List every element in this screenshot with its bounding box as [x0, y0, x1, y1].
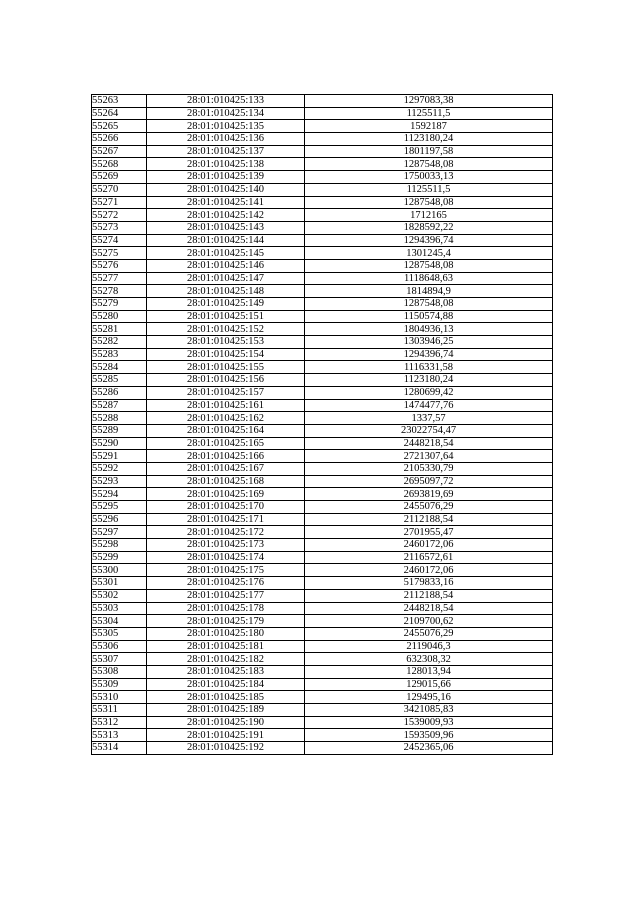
row-number-cell: 55265 [92, 120, 147, 133]
cadastral-value-cell: 2452365,06 [305, 742, 553, 755]
cadastral-number-cell: 28:01:010425:152 [147, 323, 305, 336]
row-number-cell: 55283 [92, 348, 147, 361]
cadastral-value-cell: 1294396,74 [305, 348, 553, 361]
cadastral-number-cell: 28:01:010425:156 [147, 374, 305, 387]
table-row [92, 323, 553, 336]
cadastral-value-cell: 1287548,08 [305, 196, 553, 209]
cadastral-number-cell: 28:01:010425:181 [147, 640, 305, 653]
row-number-cell: 55274 [92, 234, 147, 247]
cadastral-value-cell: 1801197,58 [305, 145, 553, 158]
cadastral-value-cell: 1123180,24 [305, 133, 553, 146]
table-row [92, 171, 553, 184]
table-body [92, 95, 553, 755]
cadastral-value-cell: 2105330,79 [305, 462, 553, 475]
cadastral-number-cell: 28:01:010425:146 [147, 259, 305, 272]
table-row [92, 627, 553, 640]
row-number-cell: 55297 [92, 526, 147, 539]
row-number-cell: 55293 [92, 475, 147, 488]
row-number-cell: 55289 [92, 424, 147, 437]
cadastral-value-cell: 1125511,5 [305, 107, 553, 120]
cadastral-number-cell: 28:01:010425:139 [147, 171, 305, 184]
cadastral-value-cell: 2116572,61 [305, 551, 553, 564]
row-number-cell: 55303 [92, 602, 147, 615]
table-row [92, 551, 553, 564]
row-number-cell: 55296 [92, 513, 147, 526]
row-number-cell: 55284 [92, 361, 147, 374]
cadastral-number-cell: 28:01:010425:175 [147, 564, 305, 577]
row-number-cell: 55286 [92, 386, 147, 399]
cadastral-value-cell: 2695097,72 [305, 475, 553, 488]
row-number-cell: 55301 [92, 577, 147, 590]
table-row [92, 424, 553, 437]
cadastral-value-cell: 1804936,13 [305, 323, 553, 336]
cadastral-value-cell: 2701955,47 [305, 526, 553, 539]
row-number-cell: 55300 [92, 564, 147, 577]
table-row [92, 107, 553, 120]
row-number-cell: 55311 [92, 704, 147, 717]
cadastral-number-cell: 28:01:010425:151 [147, 310, 305, 323]
row-number-cell: 55276 [92, 259, 147, 272]
row-number-cell: 55272 [92, 209, 147, 222]
cadastral-number-cell: 28:01:010425:154 [147, 348, 305, 361]
row-number-cell: 55309 [92, 678, 147, 691]
cadastral-value-cell: 1474477,76 [305, 399, 553, 412]
cadastral-value-cell: 1828592,22 [305, 221, 553, 234]
row-number-cell: 55266 [92, 133, 147, 146]
table-row [92, 577, 553, 590]
table-row [92, 462, 553, 475]
cadastral-number-cell: 28:01:010425:147 [147, 272, 305, 285]
cadastral-value-cell: 1592187 [305, 120, 553, 133]
table-row [92, 120, 553, 133]
table-row [92, 513, 553, 526]
cadastral-number-cell: 28:01:010425:168 [147, 475, 305, 488]
row-number-cell: 55310 [92, 691, 147, 704]
cadastral-value-cell: 2112188,54 [305, 589, 553, 602]
cadastral-number-cell: 28:01:010425:190 [147, 716, 305, 729]
cadastral-value-cell: 2448218,54 [305, 437, 553, 450]
table-row [92, 386, 553, 399]
cadastral-value-table [91, 94, 553, 755]
row-number-cell: 55273 [92, 221, 147, 234]
cadastral-value-cell: 1116331,58 [305, 361, 553, 374]
table-row [92, 665, 553, 678]
table-row [92, 196, 553, 209]
row-number-cell: 55271 [92, 196, 147, 209]
cadastral-number-cell: 28:01:010425:192 [147, 742, 305, 755]
cadastral-value-cell: 2721307,64 [305, 450, 553, 463]
row-number-cell: 55263 [92, 95, 147, 108]
table-row [92, 95, 553, 108]
cadastral-number-cell: 28:01:010425:178 [147, 602, 305, 615]
cadastral-value-cell: 632308,32 [305, 653, 553, 666]
table-row [92, 361, 553, 374]
cadastral-value-cell: 1297083,38 [305, 95, 553, 108]
cadastral-number-cell: 28:01:010425:172 [147, 526, 305, 539]
table-row [92, 475, 553, 488]
row-number-cell: 55295 [92, 501, 147, 514]
cadastral-number-cell: 28:01:010425:137 [147, 145, 305, 158]
table-row [92, 374, 553, 387]
cadastral-number-cell: 28:01:010425:185 [147, 691, 305, 704]
cadastral-value-cell: 2455076,29 [305, 501, 553, 514]
cadastral-number-cell: 28:01:010425:177 [147, 589, 305, 602]
row-number-cell: 55278 [92, 285, 147, 298]
table-row [92, 272, 553, 285]
table-row [92, 348, 553, 361]
cadastral-value-cell: 129495,16 [305, 691, 553, 704]
row-number-cell: 55281 [92, 323, 147, 336]
cadastral-value-cell: 2119046,3 [305, 640, 553, 653]
table-row [92, 742, 553, 755]
cadastral-value-cell: 1337,57 [305, 412, 553, 425]
cadastral-number-cell: 28:01:010425:144 [147, 234, 305, 247]
row-number-cell: 55270 [92, 183, 147, 196]
row-number-cell: 55302 [92, 589, 147, 602]
row-number-cell: 55267 [92, 145, 147, 158]
cadastral-value-cell: 3421085,83 [305, 704, 553, 717]
cadastral-number-cell: 28:01:010425:176 [147, 577, 305, 590]
cadastral-number-cell: 28:01:010425:141 [147, 196, 305, 209]
row-number-cell: 55287 [92, 399, 147, 412]
cadastral-number-cell: 28:01:010425:140 [147, 183, 305, 196]
table-row [92, 209, 553, 222]
cadastral-number-cell: 28:01:010425:189 [147, 704, 305, 717]
cadastral-number-cell: 28:01:010425:138 [147, 158, 305, 171]
table-row [92, 310, 553, 323]
cadastral-number-cell: 28:01:010425:157 [147, 386, 305, 399]
cadastral-value-cell: 1118648,63 [305, 272, 553, 285]
cadastral-number-cell: 28:01:010425:153 [147, 336, 305, 349]
cadastral-number-cell: 28:01:010425:179 [147, 615, 305, 628]
cadastral-value-cell: 2109700,62 [305, 615, 553, 628]
cadastral-number-cell: 28:01:010425:162 [147, 412, 305, 425]
cadastral-number-cell: 28:01:010425:143 [147, 221, 305, 234]
row-number-cell: 55277 [92, 272, 147, 285]
row-number-cell: 55285 [92, 374, 147, 387]
cadastral-number-cell: 28:01:010425:170 [147, 501, 305, 514]
table-row [92, 298, 553, 311]
cadastral-number-cell: 28:01:010425:184 [147, 678, 305, 691]
table-row [92, 615, 553, 628]
cadastral-value-cell: 2112188,54 [305, 513, 553, 526]
cadastral-value-cell: 129015,66 [305, 678, 553, 691]
table-row [92, 729, 553, 742]
table-row [92, 399, 553, 412]
cadastral-number-cell: 28:01:010425:165 [147, 437, 305, 450]
table-row [92, 704, 553, 717]
cadastral-value-cell: 1301245,4 [305, 247, 553, 260]
cadastral-value-cell: 1280699,42 [305, 386, 553, 399]
cadastral-number-cell: 28:01:010425:167 [147, 462, 305, 475]
row-number-cell: 55305 [92, 627, 147, 640]
cadastral-number-cell: 28:01:010425:145 [147, 247, 305, 260]
table-row [92, 285, 553, 298]
row-number-cell: 55291 [92, 450, 147, 463]
table-row [92, 640, 553, 653]
row-number-cell: 55280 [92, 310, 147, 323]
cadastral-number-cell: 28:01:010425:166 [147, 450, 305, 463]
cadastral-number-cell: 28:01:010425:142 [147, 209, 305, 222]
cadastral-number-cell: 28:01:010425:169 [147, 488, 305, 501]
table-row [92, 450, 553, 463]
cadastral-value-cell: 1150574,88 [305, 310, 553, 323]
table-row [92, 526, 553, 539]
table-row [92, 564, 553, 577]
cadastral-value-cell: 2448218,54 [305, 602, 553, 615]
row-number-cell: 55307 [92, 653, 147, 666]
cadastral-value-cell: 1125511,5 [305, 183, 553, 196]
table-row [92, 183, 553, 196]
cadastral-number-cell: 28:01:010425:182 [147, 653, 305, 666]
row-number-cell: 55288 [92, 412, 147, 425]
row-number-cell: 55314 [92, 742, 147, 755]
cadastral-value-cell: 1303946,25 [305, 336, 553, 349]
cadastral-value-cell: 1539009,93 [305, 716, 553, 729]
cadastral-value-cell: 1287548,08 [305, 298, 553, 311]
row-number-cell: 55308 [92, 665, 147, 678]
table-row [92, 539, 553, 552]
table-row [92, 691, 553, 704]
row-number-cell: 55313 [92, 729, 147, 742]
cadastral-value-cell: 2693819,69 [305, 488, 553, 501]
table-row [92, 501, 553, 514]
table-row [92, 145, 553, 158]
cadastral-number-cell: 28:01:010425:148 [147, 285, 305, 298]
cadastral-number-cell: 28:01:010425:133 [147, 95, 305, 108]
row-number-cell: 55264 [92, 107, 147, 120]
cadastral-value-cell: 2460172,06 [305, 539, 553, 552]
cadastral-value-cell: 2455076,29 [305, 627, 553, 640]
row-number-cell: 55292 [92, 462, 147, 475]
table-row [92, 437, 553, 450]
cadastral-value-cell: 23022754,47 [305, 424, 553, 437]
row-number-cell: 55312 [92, 716, 147, 729]
table-row [92, 678, 553, 691]
table-row [92, 336, 553, 349]
row-number-cell: 55306 [92, 640, 147, 653]
cadastral-value-cell: 1287548,08 [305, 158, 553, 171]
cadastral-number-cell: 28:01:010425:174 [147, 551, 305, 564]
row-number-cell: 55279 [92, 298, 147, 311]
row-number-cell: 55304 [92, 615, 147, 628]
cadastral-number-cell: 28:01:010425:155 [147, 361, 305, 374]
cadastral-number-cell: 28:01:010425:149 [147, 298, 305, 311]
table-row [92, 221, 553, 234]
cadastral-value-cell: 1593509,96 [305, 729, 553, 742]
cadastral-number-cell: 28:01:010425:191 [147, 729, 305, 742]
cadastral-value-cell: 1712165 [305, 209, 553, 222]
cadastral-number-cell: 28:01:010425:135 [147, 120, 305, 133]
row-number-cell: 55275 [92, 247, 147, 260]
table-row [92, 716, 553, 729]
cadastral-number-cell: 28:01:010425:173 [147, 539, 305, 552]
row-number-cell: 55290 [92, 437, 147, 450]
table-row [92, 133, 553, 146]
row-number-cell: 55268 [92, 158, 147, 171]
cadastral-value-cell: 5179833,16 [305, 577, 553, 590]
cadastral-value-cell: 2460172,06 [305, 564, 553, 577]
cadastral-value-cell: 1814894,9 [305, 285, 553, 298]
row-number-cell: 55299 [92, 551, 147, 564]
row-number-cell: 55298 [92, 539, 147, 552]
cadastral-number-cell: 28:01:010425:171 [147, 513, 305, 526]
table-row [92, 488, 553, 501]
cadastral-number-cell: 28:01:010425:136 [147, 133, 305, 146]
table-row [92, 412, 553, 425]
cadastral-value-cell: 128013,94 [305, 665, 553, 678]
cadastral-number-cell: 28:01:010425:164 [147, 424, 305, 437]
cadastral-number-cell: 28:01:010425:161 [147, 399, 305, 412]
cadastral-value-cell: 1294396,74 [305, 234, 553, 247]
cadastral-number-cell: 28:01:010425:180 [147, 627, 305, 640]
table-row [92, 589, 553, 602]
table-row [92, 653, 553, 666]
row-number-cell: 55294 [92, 488, 147, 501]
row-number-cell: 55282 [92, 336, 147, 349]
cadastral-number-cell: 28:01:010425:134 [147, 107, 305, 120]
cadastral-number-cell: 28:01:010425:183 [147, 665, 305, 678]
table-row [92, 602, 553, 615]
table-row [92, 259, 553, 272]
table-row [92, 234, 553, 247]
cadastral-value-cell: 1750033,13 [305, 171, 553, 184]
cadastral-value-cell: 1123180,24 [305, 374, 553, 387]
table-row [92, 247, 553, 260]
table-row [92, 158, 553, 171]
row-number-cell: 55269 [92, 171, 147, 184]
cadastral-value-cell: 1287548,08 [305, 259, 553, 272]
